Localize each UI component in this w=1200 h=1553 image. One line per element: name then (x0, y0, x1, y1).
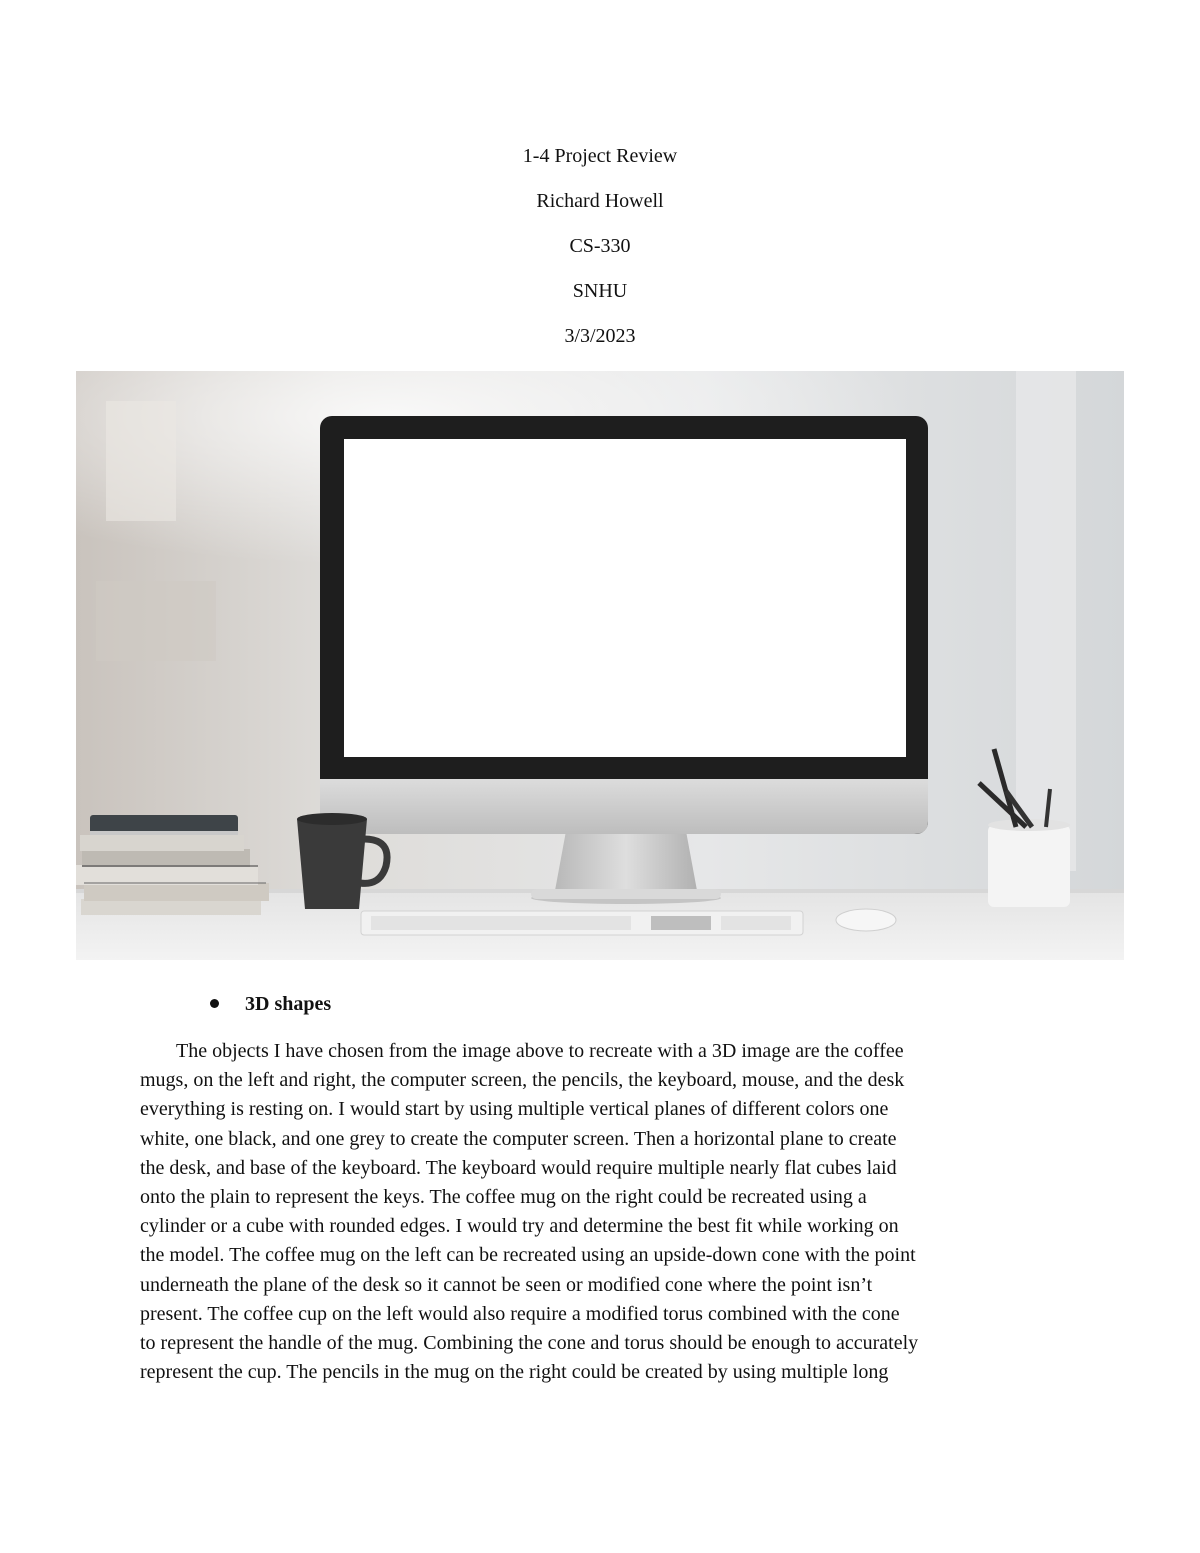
author-name: Richard Howell (536, 190, 664, 212)
paragraph-line: cylinder or a cube with rounded edges. I would try and determine the best fit while working on (140, 1215, 899, 1238)
mouse (836, 909, 896, 931)
desk-computer-photo (76, 371, 1124, 960)
bullet-icon (210, 999, 219, 1008)
document-title: 1-4 Project Review (522, 145, 678, 167)
paragraph-line: present. The coffee cup on the left would also require a modified torus combined with the cone (140, 1302, 900, 1325)
monitor-chin (320, 779, 928, 834)
paragraph-line: The objects I have chosen from the image above to recreate with a 3D image are the coffee (176, 1040, 904, 1062)
section-heading-text: 3D shapes (245, 993, 332, 1015)
course-code: CS-330 (569, 235, 631, 257)
monitor-screen (344, 439, 906, 757)
paragraph-line: onto the plain to represent the keys. The coffee mug on the right could be recreated using a (140, 1186, 867, 1209)
body-paragraph (140, 1037, 1065, 1387)
paragraph-line: mugs, on the left and right, the computer screen, the pencils, the keyboard, mouse, and the desk (140, 1069, 905, 1092)
document-date: 3/3/2023 (564, 325, 636, 347)
paragraph-line: represent the cup. The pencils in the mug on the right could be created by using multiple long (140, 1361, 889, 1384)
paragraph-line: underneath the plane of the desk so it cannot be seen or modified cone where the point isn’t (140, 1273, 873, 1296)
paragraph-line: the model. The coffee mug on the left can be recreated using an upside-down cone with the point (140, 1244, 916, 1267)
paragraph-line: white, one black, and one grey to create the computer screen. Then a horizontal plane to create (140, 1127, 897, 1150)
title-block (0, 140, 1200, 365)
paragraph-line: to represent the handle of the mug. Combining the cone and torus should be enough to accurately (140, 1332, 919, 1355)
monitor-stand (554, 831, 698, 896)
keyboard (361, 911, 803, 935)
institution: SNHU (572, 280, 628, 302)
section-heading (210, 993, 331, 1016)
paragraph-line: the desk, and base of the keyboard. The keyboard would require multiple nearly flat cubes laid (140, 1156, 897, 1179)
paragraph-line: everything is resting on. I would start by using multiple vertical planes of different colors one (140, 1098, 889, 1121)
